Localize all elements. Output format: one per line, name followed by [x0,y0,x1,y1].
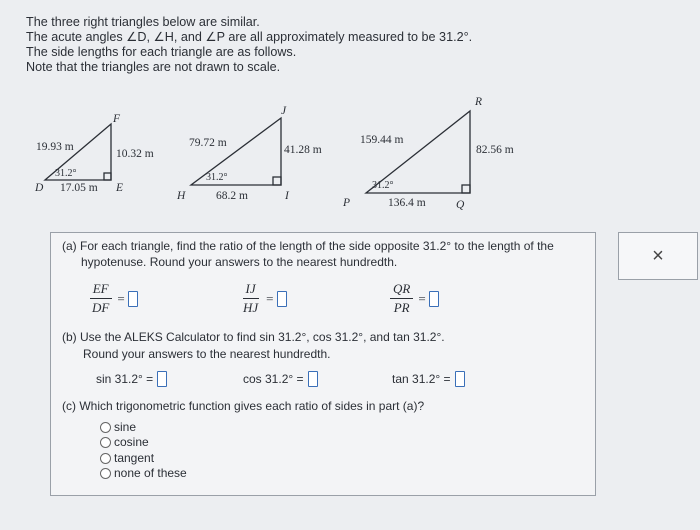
part-a-prompt-line-1: (a) For each triangle, find the ratio of the length of the side opposite 31.2° to the length of the [62,239,554,253]
ratio-ef-df-denominator: DF [92,300,110,315]
part-c-prompt: (c) Which trigonometric function gives each ratio of sides in part (a)? [62,399,425,413]
right-angle-mark-q [462,185,470,193]
vertex-i-label: I [285,190,289,202]
radio-sine[interactable] [100,422,111,433]
close-icon: × [652,244,664,267]
equals-sign: = [418,290,426,306]
ratio-ef-df [89,281,138,316]
angle-h-label: 31.2° [206,172,228,183]
vertex-p-label: P [343,197,351,209]
side-de-label: 17.05 m [60,182,98,194]
vertex-r-label: R [475,96,483,108]
ratio-ef-df-numerator: EF [90,281,112,299]
part-a-prompt-line-2: hypotenuse. Round your answers to the nearest hundredth. [81,255,398,269]
vertex-e-label: E [116,182,124,194]
tan-row [392,371,465,387]
ratio-qr-pr-denominator: PR [393,300,410,315]
intro-line-4: Note that the triangles are not drawn to scale. [26,60,281,74]
tan-label: tan 31.2° = [392,372,451,386]
right-angle-mark-e [104,173,111,180]
vertex-f-label: F [113,113,121,125]
side-qr-label: 82.56 m [476,144,514,156]
sin-row [96,371,167,387]
side-pq-label: 136.4 m [388,197,426,209]
sin-label: sin 31.2° = [96,372,154,386]
cos-row [243,371,318,387]
cos-answer-input[interactable] [308,371,318,387]
vertex-q-label: Q [456,199,465,211]
tan-answer-input[interactable] [455,371,465,387]
side-ef-label: 10.32 m [116,148,154,160]
hypotenuse-pr-label: 159.44 m [360,134,404,146]
ratio-qr-pr [390,281,439,316]
vertex-d-label: D [35,182,44,194]
hypotenuse-hj-label: 79.72 m [189,137,227,149]
angle-d-label: 31.2° [55,168,77,179]
hypotenuse-df-label: 19.93 m [36,141,74,153]
option-cosine[interactable] [100,435,149,449]
option-sine[interactable] [100,420,136,434]
option-none-of-these[interactable] [100,466,187,480]
part-b-prompt-line-1: (b) Use the ALEKS Calculator to find sin 31.2°, cos 31.2°, and tan 31.2°. [62,330,445,344]
intro-line-2: The acute angles ∠D, ∠H, and ∠P are all approximately measured to be 31.2°. [26,30,473,44]
equals-sign: = [266,290,274,306]
cos-label: cos 31.2° = [243,372,304,386]
option-tangent-label: tangent [114,451,155,465]
side-ij-label: 41.28 m [284,144,322,156]
vertex-h-label: H [177,190,186,202]
sin-answer-input[interactable] [157,371,167,387]
triangle-hji [191,118,281,185]
angle-p-label: 31.2° [372,180,394,191]
part-b-prompt-line-2: Round your answers to the nearest hundredth. [83,347,331,361]
vertex-j-label: J [281,105,287,117]
ratio-qr-pr-answer-input[interactable] [429,291,439,307]
option-cosine-label: cosine [114,435,149,449]
ratio-ij-hj-numerator: IJ [243,281,259,299]
close-button[interactable] [618,232,698,280]
ratio-ij-hj-denominator: HJ [243,300,259,315]
right-angle-mark-i [273,177,281,185]
ratio-ef-df-answer-input[interactable] [128,291,138,307]
ratio-qr-pr-numerator: QR [390,281,413,299]
radio-tangent[interactable] [100,453,111,464]
option-sine-label: sine [114,420,137,434]
option-tangent[interactable] [100,451,154,465]
option-none-of-these-label: none of these [114,466,187,480]
side-hi-label: 68.2 m [216,190,248,202]
ratio-ij-hj [240,281,287,316]
intro-line-1: The three right triangles below are similar. [26,15,260,29]
intro-line-3: The side lengths for each triangle are as follows. [26,45,297,59]
similar-triangles-figure [0,0,700,230]
ratio-ij-hj-answer-input[interactable] [277,291,287,307]
radio-none-of-these[interactable] [100,468,111,479]
equals-sign: = [117,290,125,306]
radio-cosine[interactable] [100,437,111,448]
